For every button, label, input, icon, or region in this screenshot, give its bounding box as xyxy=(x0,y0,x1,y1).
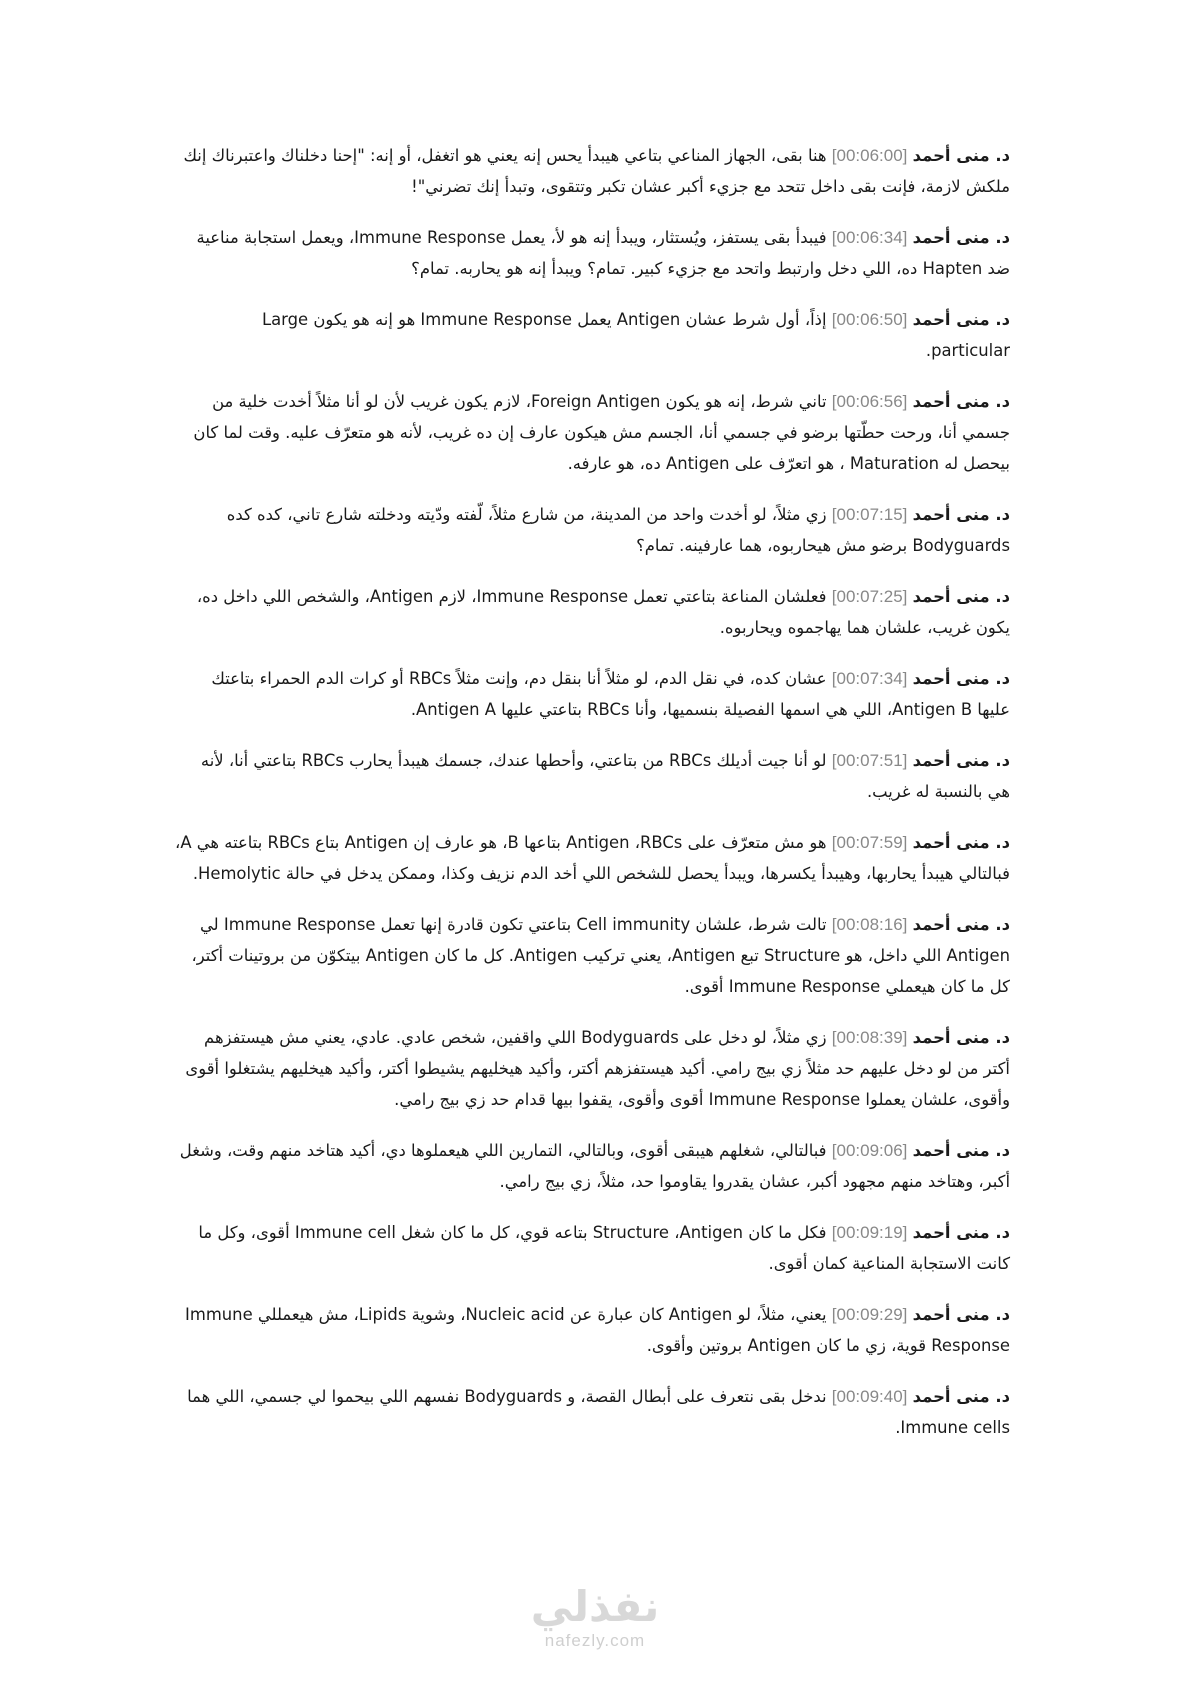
transcript-body xyxy=(175,140,1010,1463)
speaker-name: د. منى أحمد xyxy=(912,392,1010,411)
paragraph-text: فعلشان المناعة بتاعتي تعمل Immune Response، لازم Antigen، والشخص اللي داخل ده، يكون غريب، علشان هما يهاجموه ويحاربوه. xyxy=(196,587,1010,637)
speaker-name: د. منى أحمد xyxy=(912,751,1010,770)
speaker-name: د. منى أحمد xyxy=(912,1305,1010,1324)
speaker-name: د. منى أحمد xyxy=(912,1387,1010,1406)
speaker-name: د. منى أحمد xyxy=(912,587,1010,606)
paragraph-text: تالت شرط، علشان Cell immunity بتاعتي تكون قادرة إنها تعمل Immune Response لي Antigen اللي داخل، هو Structure تبع Antigen، يعني تركيب Antigen. كل ما كان Antigen بيتكوّن من بروتينات أكتر، كل ما كان هيعملي Immune Response أقوى. xyxy=(191,915,1010,996)
timestamp: [00:06:34] xyxy=(831,228,908,247)
watermark-logo xyxy=(0,1582,1190,1651)
timestamp: [00:07:15] xyxy=(831,505,908,524)
timestamp: [00:07:51] xyxy=(831,751,908,770)
transcript-paragraph xyxy=(175,1135,1010,1197)
transcript-paragraph xyxy=(175,827,1010,889)
paragraph-text: يعني، مثلاً، لو Antigen كان عبارة عن Nucleic acid، وشوية Lipids، مش هيعمللي Immune Response قوية، زي ما كان Antigen بروتين وأقوى. xyxy=(185,1305,1010,1355)
timestamp: [00:09:06] xyxy=(831,1141,908,1160)
paragraph-text: لو أنا جيت أديلك RBCs من بتاعتي، وأحطها عندك، جسمك هيبدأ يحارب RBCs بتاعتي أنا، لأنه هي بالنسبة له غريب. xyxy=(200,751,1010,801)
timestamp: [00:09:29] xyxy=(831,1305,908,1324)
speaker-name: د. منى أحمد xyxy=(912,505,1010,524)
watermark-logo-text: نفذلي xyxy=(530,1582,660,1631)
timestamp: [00:08:16] xyxy=(831,915,908,934)
speaker-name: د. منى أحمد xyxy=(912,1223,1010,1242)
speaker-name: د. منى أحمد xyxy=(912,1028,1010,1047)
watermark-url: nafezly.com xyxy=(544,1631,646,1650)
transcript-paragraph xyxy=(175,1299,1010,1361)
timestamp: [00:06:56] xyxy=(831,392,908,411)
paragraph-text: فيبدأ بقى يستفز، ويُستثار، ويبدأ إنه هو لأ، يعمل Immune Response، ويعمل استجابة مناعية ضد Hapten ده، اللي دخل وارتبط واتحد مع جزيء كبير. تمام؟ ويبدأ إنه هو يحاربه. تمام؟ xyxy=(196,228,1010,278)
timestamp: [00:07:59] xyxy=(831,833,908,852)
paragraph-text: إذاً، أول شرط عشان Antigen يعمل Immune Response هو إنه هو يكون Large particular. xyxy=(262,310,1010,360)
transcript-paragraph xyxy=(175,1381,1010,1443)
speaker-name: د. منى أحمد xyxy=(912,146,1010,165)
transcript-paragraph xyxy=(175,745,1010,807)
paragraph-text: فكل ما كان Structure ،Antigen بتاعه قوي، كل ما كان شغل Immune cell أقوى، وكل ما كانت الاستجابة المناعية كمان أقوى. xyxy=(198,1223,1010,1273)
transcript-paragraph xyxy=(175,140,1010,202)
paragraph-text: زي مثلاً، لو أخدت واحد من المدينة، من شارع مثلاً، لّفته ودّيته ودخلته شارع تاني، كده كده Bodyguards برضو مش هيحاربوه، هما عارفينه. تمام؟ xyxy=(226,505,1010,555)
paragraph-text: فبالتالي، شغلهم هيبقى أقوى، وبالتالي، التمارين اللي هيعملوها دي، أكيد هتاخد منهم وقت، وشغل أكبر، وهتاخد منهم مجهود أكبر، عشان يقدروا يقاوموا حد، مثلاً، زي بيج رامي. xyxy=(179,1141,1010,1191)
transcript-paragraph xyxy=(175,499,1010,561)
speaker-name: د. منى أحمد xyxy=(912,1141,1010,1160)
speaker-name: د. منى أحمد xyxy=(912,669,1010,688)
paragraph-text: تاني شرط، إنه هو يكون Foreign Antigen، لازم يكون غريب لأن لو أنا مثلاً أخدت خلية من جسمي أنا، ورحت حطّتها برضو في جسمي أنا، الجسم مش هيكون عارف إن ده غريب، لأنه هو متعرّف عليه. وقت لما كان بيحصل له Maturation ، هو اتعرّف على Antigen ده، هو عارفه. xyxy=(193,392,1010,473)
timestamp: [00:06:00] xyxy=(831,146,908,165)
transcript-paragraph xyxy=(175,663,1010,725)
transcript-paragraph xyxy=(175,304,1010,366)
timestamp: [00:08:39] xyxy=(831,1028,908,1047)
speaker-name: د. منى أحمد xyxy=(912,833,1010,852)
transcript-paragraph xyxy=(175,222,1010,284)
speaker-name: د. منى أحمد xyxy=(912,310,1010,329)
transcript-paragraph xyxy=(175,909,1010,1002)
paragraph-text: زي مثلاً، لو دخل على Bodyguards اللي واقفين، شخص عادي. عادي، يعني مش هيستفزهم أكتر من لو دخل عليهم حد مثلاً زي بيج رامي. أكيد هيستفزهم أكتر، وأكيد هيخليهم يشيطوا أكتر، وأكيد هيخليهم يشتغلوا أقوى وأقوى، علشان يعملوا Immune Response أقوى وأقوى، يقفوا بيها قدام حد زي بيج رامي. xyxy=(185,1028,1010,1109)
paragraph-text: ندخل بقى نتعرف على أبطال القصة، و Bodyguards نفسهم اللي بيحموا لي جسمي، اللي هما Immune cells. xyxy=(187,1387,1010,1437)
speaker-name: د. منى أحمد xyxy=(912,228,1010,247)
timestamp: [00:07:25] xyxy=(831,587,908,606)
transcript-paragraph xyxy=(175,386,1010,479)
paragraph-text: عشان كده، في نقل الدم، لو مثلاً أنا بنقل دم، وإنت مثلاً RBCs أو كرات الدم الحمراء بتاعتك عليها Antigen B، اللي هي اسمها الفصيلة بنسميها، وأنا RBCs بتاعتي عليها Antigen A. xyxy=(211,669,1010,719)
paragraph-text: هنا بقى، الجهاز المناعي بتاعي هيبدأ يحس إنه يعني هو اتغفل، أو إنه: "إحنا دخلناك واعتبرناك إنك ملكش لازمة، فإنت بقى داخل تتحد مع جزيء أكبر عشان تكبر وتتقوى، وتبدأ إنك تضرني"! xyxy=(183,146,1010,196)
timestamp: [00:09:19] xyxy=(831,1223,908,1242)
speaker-name: د. منى أحمد xyxy=(912,915,1010,934)
timestamp: [00:09:40] xyxy=(831,1387,908,1406)
transcript-paragraph xyxy=(175,1217,1010,1279)
transcript-paragraph xyxy=(175,1022,1010,1115)
transcript-paragraph xyxy=(175,581,1010,643)
paragraph-text: هو مش متعرّف على Antigen ،RBCs بتاعها B، هو عارف إن Antigen بتاع RBCs بتاعته هي A، فبالتالي هيبدأ يحاربها، وهيبدأ يكسرها، ويبدأ يحصل للشخص اللي أخد الدم نزيف وكذا، وممكن يدخل في حالة Hemolytic. xyxy=(175,833,1010,883)
timestamp: [00:06:50] xyxy=(831,310,908,329)
timestamp: [00:07:34] xyxy=(831,669,908,688)
